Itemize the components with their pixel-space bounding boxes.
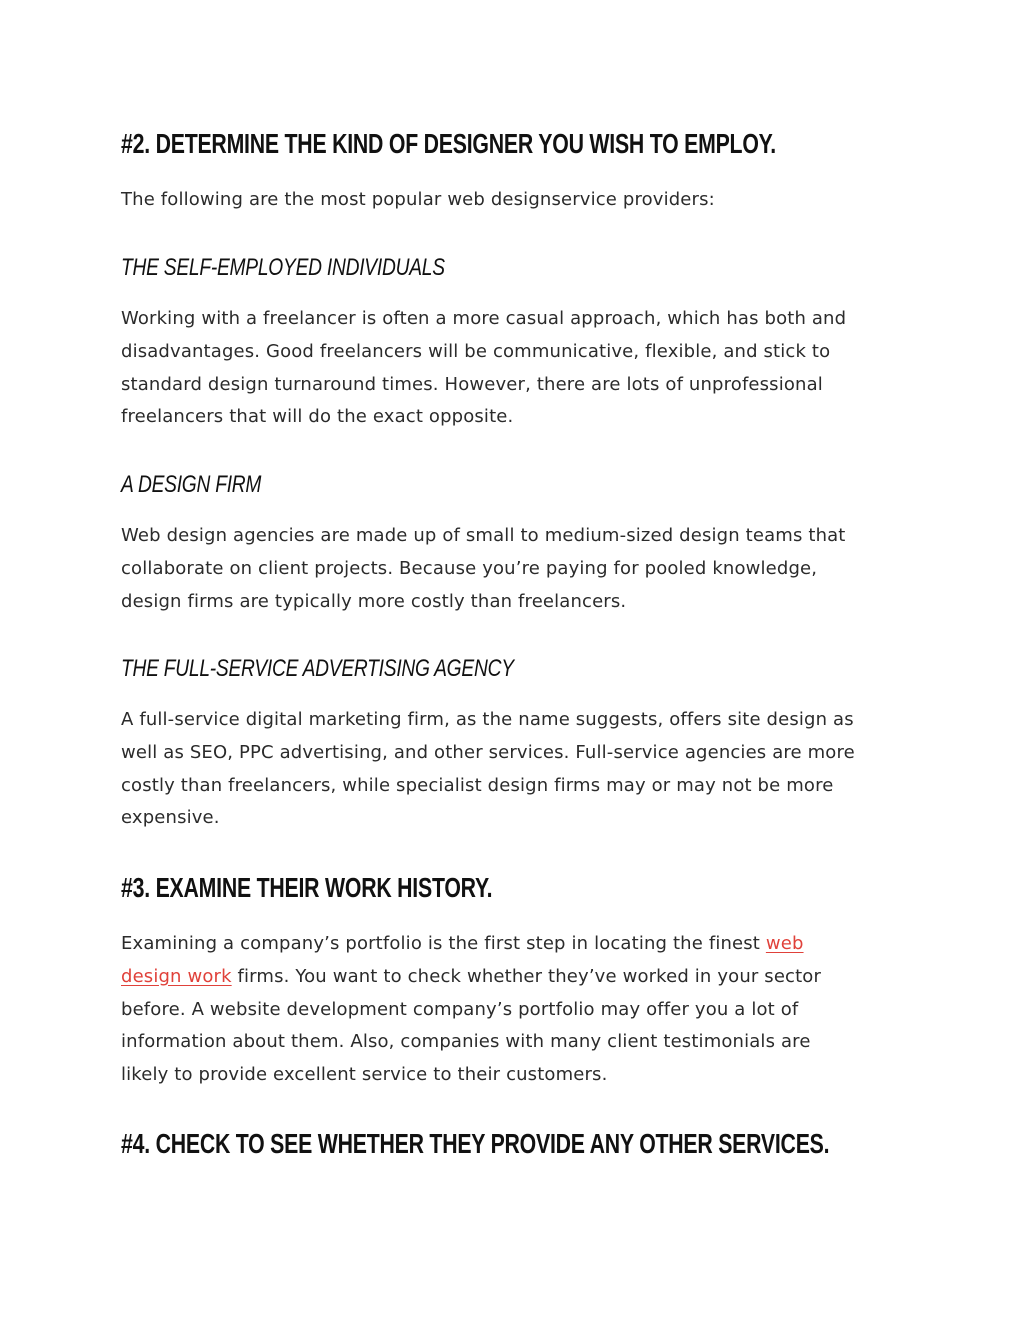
paragraph-line: costly than freelancers, while specialist design firms may or may not be more bbox=[121, 774, 834, 796]
paragraph-text: firms. You want to check whether they’ve worked in your sector bbox=[231, 965, 822, 987]
subheading-design-firm: A DESIGN FIRM bbox=[121, 471, 262, 498]
paragraph-line: Working with a freelancer is often a more casual approach, which has both and bbox=[121, 308, 847, 329]
paragraph-line: Web design agencies are made up of small to medium-sized design teams that bbox=[121, 525, 846, 546]
intro-paragraph bbox=[121, 184, 911, 217]
paragraph-line: before. A website development company’s portfolio may offer you a lot of bbox=[121, 998, 799, 1020]
paragraph-line: collaborate on client projects. Because you’re paying for pooled knowledge, bbox=[121, 557, 818, 579]
web-design-work-link[interactable]: web bbox=[765, 933, 804, 954]
paragraph-line: likely to provide excellent service to their customers. bbox=[121, 1064, 608, 1086]
paragraph-line: expensive. bbox=[121, 807, 220, 829]
paragraph-line: design firms are typically more costly than freelancers. bbox=[121, 590, 627, 612]
heading-work-history: #3. EXAMINE THEIR WORK HISTORY. bbox=[121, 872, 493, 903]
paragraph-line bbox=[121, 961, 911, 994]
paragraph-text: Examining a company’s portfolio is the first step in locating the finest bbox=[121, 933, 766, 954]
web-design-work-link-continued[interactable]: design work bbox=[121, 965, 232, 987]
agency-paragraph bbox=[121, 704, 911, 835]
freelancers-paragraph bbox=[121, 303, 911, 434]
paragraph-line: disadvantages. Good freelancers will be communicative, flexible, and stick to bbox=[121, 340, 831, 362]
paragraph-line: A full-service digital marketing firm, as the name suggests, offers site design as bbox=[121, 709, 854, 730]
intro-line: The following are the most popular web designservice providers: bbox=[121, 189, 715, 210]
paragraph-line: information about them. Also, companies with many client testimonials are bbox=[121, 1031, 811, 1053]
paragraph-line: freelancers that will do the exact opposite. bbox=[121, 406, 514, 428]
subheading-advertising-agency: THE FULL-SERVICE ADVERTISING AGENCY bbox=[121, 655, 514, 682]
subheading-freelancers: THE SELF-EMPLOYED INDIVIDUALS bbox=[121, 254, 445, 281]
heading-other-services: #4. CHECK TO SEE WHETHER THEY PROVIDE ANY OTHER SERVICES. bbox=[121, 1128, 830, 1159]
work-history-paragraph bbox=[121, 928, 911, 1092]
paragraph-line: well as SEO, PPC advertising, and other services. Full-service agencies are more bbox=[121, 741, 855, 763]
heading-determine-designer: #2. DETERMINE THE KIND OF DESIGNER YOU WISH TO EMPLOY. bbox=[121, 128, 776, 159]
paragraph-line bbox=[121, 928, 911, 961]
design-firm-paragraph bbox=[121, 520, 911, 618]
paragraph-line: standard design turnaround times. However, there are lots of unprofessional bbox=[121, 373, 823, 395]
